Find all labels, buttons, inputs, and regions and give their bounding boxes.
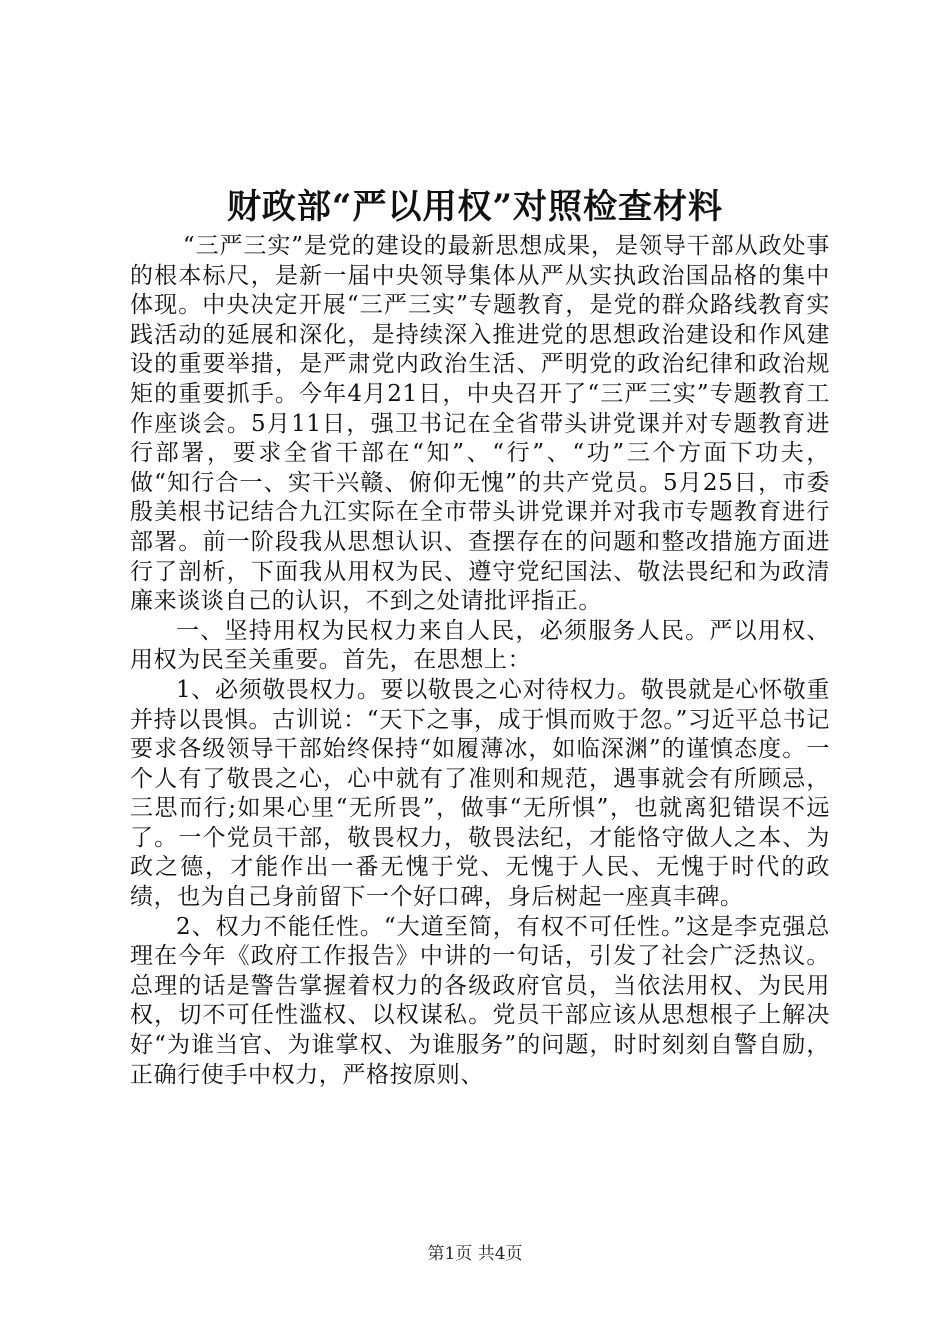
page-number-footer: 第1页 共4页 bbox=[427, 1244, 523, 1264]
paragraph-intro: “三严三实”是党的建设的最新思想成果，是领导干部从政处事的根本标尺，是新一届中央领导集体从严从实执政治国品格的集中体现。中央决定开展“三严三实”专题教育，是党的群众路线教育实践活动的延展和深化，是持续深入推进党的思想政治建设和作风建设的重要举措，是严肃党内政治生活、严明党的政治纪律和政治规矩的重要抓手。今年4月21日，中央召开了“三严三实”专题教育工作座谈会。5月11日，强卫书记在全省带头讲党课并对专题教育进行部署，要求全省干部在“知”、“行”、“功”三个方面下功夫，做“知行合一、实干兴赣、俯仰无愧”的共产党员。5月25日，市委殷美根书记结合九江实际在全市带头讲党课并对我市专题教育进行部署。前一阶段我从思想认识、查摆存在的问题和整改措施方面进行了剖析，下面我从用权为民、遵守党纪国法、敬法畏纪和为政清廉来谈谈自己的认识，不到之处请批评指正。 bbox=[130, 233, 830, 615]
document-title: 财政部“严以用权”对照检查材料 bbox=[226, 187, 724, 227]
document-body bbox=[130, 232, 830, 1090]
paragraph-point-two: 2、权力不能任性。“大道至简，有权不可任性。”这是李克强总理在今年《政府工作报告》中讲的一句话，引发了社会广泛热议。总理的话是警告掌握着权力的各级政府官员，当依法用权、为民用权，切不可任性滥权、以权谋私。党员干部应该从思想根子上解决好“为谁当官、为谁掌权、为谁服务”的问题，时时刻刻自警自励，正确行使手中权力，严格按原则、 bbox=[130, 913, 830, 1088]
paragraph-section-one: 一、坚持用权为民权力来自人民，必须服务人民。严以用权、用权为民至关重要。首先，在思想上： bbox=[130, 617, 830, 674]
paragraph-point-one: 1、必须敬畏权力。要以敬畏之心对待权力。敬畏就是心怀敬重并持以畏惧。古训说：“天下之事，成于惧而败于忽。”习近平总书记要求各级领导干部始终保持“如履薄冰，如临深渊”的谨慎态度。一个人有了敬畏之心，心中就有了准则和规范，遇事就会有所顾忌，三思而行;如果心里“无所畏”，做事“无所惧”，也就离犯错误不远了。一个党员干部，敬畏权力，敬畏法纪，才能恪守做人之本、为政之德，才能作出一番无愧于党、无愧于人民、无愧于时代的政绩，也为自己身前留下一个好口碑，身后树起一座真丰碑。 bbox=[130, 676, 830, 911]
